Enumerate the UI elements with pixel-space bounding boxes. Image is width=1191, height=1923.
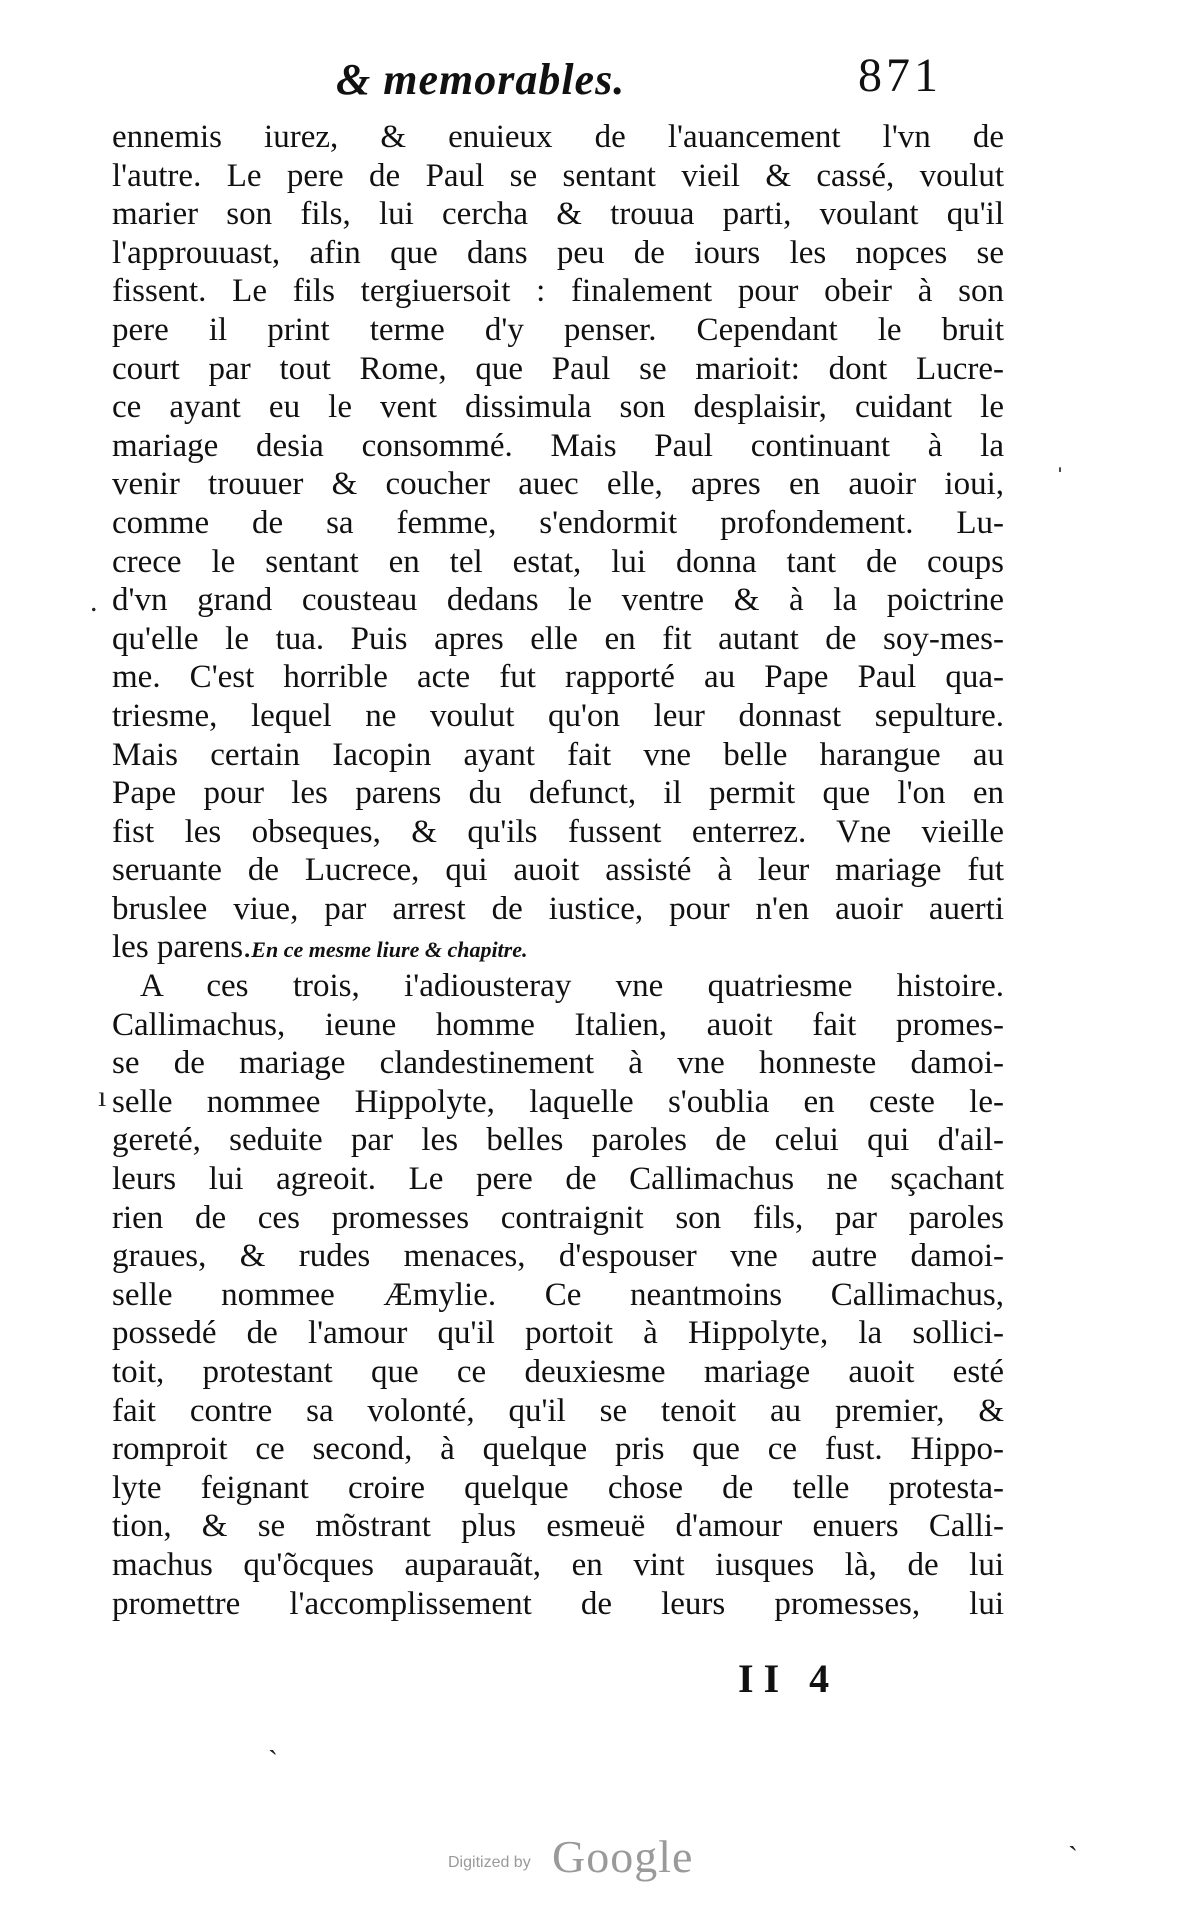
text-line: se de mariage clandestinement à vne honneste damoi- xyxy=(112,1045,1004,1082)
text-line: possedé de l'amour qu'il portoit à Hippolyte, la sollici- xyxy=(112,1315,1004,1352)
text-line: machus qu'õcques auparauãt, en vint iusques là, de lui xyxy=(112,1546,1004,1583)
text-line: Pape pour les parens du defunct, il permit que l'on en xyxy=(112,775,1004,812)
text-line: A ces trois, i'adiousteray vne quatriesme histoire. xyxy=(140,968,1004,1005)
text-line: me. C'est horrible acte fut rapporté au Pape Paul qua- xyxy=(112,659,1004,696)
text-line: mariage desia consommé. Mais Paul continuant à la xyxy=(112,427,1004,464)
text-line: promettre l'accomplissement de leurs promesses, lui xyxy=(112,1585,1004,1622)
text-line: Mais certain Iacopin ayant fait vne belle harangue au xyxy=(112,736,1004,773)
text-line: marier son fils, lui cercha & trouua parti, voulant qu'il xyxy=(112,196,1004,233)
source-citation: En ce mesme liure & chapitre. xyxy=(251,937,528,963)
text-line: l'autre. Le pere de Paul se sentant vieil & cassé, voulut xyxy=(112,157,1004,194)
text-line: tion, & se mõstrant plus esmeuë d'amour enuers Calli- xyxy=(112,1508,1004,1545)
text-line: pere il print terme d'y penser. Cependant le bruit xyxy=(112,311,1004,348)
text-line: venir trouuer & coucher auec elle, apres en auoir ioui, xyxy=(112,466,1004,503)
text-line: qu'elle le tua. Puis apres elle en fit autant de soy-mes- xyxy=(112,620,1004,657)
text-line: selle nommee Hippolyte, laquelle s'oublia en ceste le- xyxy=(112,1083,1004,1120)
text-line: gereté, seduite par les belles paroles de celui qui d'ail- xyxy=(112,1122,1004,1159)
text-line: fait contre sa volonté, qu'il se tenoit au premier, & xyxy=(112,1392,1004,1429)
text-line: toit, protestant que ce deuxiesme mariage auoit esté xyxy=(112,1354,1004,1390)
margin-speck: ˈ xyxy=(1055,462,1065,495)
running-head xyxy=(0,42,1191,112)
text-line-with-citation xyxy=(112,928,1004,967)
text-line: rien de ces promesses contraignit son fils, par paroles xyxy=(112,1199,1004,1236)
text-line: court par tout Rome, que Paul se marioit: dont Lucre- xyxy=(112,350,1004,387)
text-line: comme de sa femme, s'endormit profondement. Lu- xyxy=(112,504,1004,541)
text-line: bruslee viue, par arrest de iustice, pour n'en auoir auerti xyxy=(112,890,1004,927)
body-text xyxy=(112,118,1004,1623)
text-line: leurs lui agreoit. Le pere de Callimachus ne sçachant xyxy=(112,1161,1004,1198)
digitized-by-label: Digitized by xyxy=(448,1854,531,1871)
text-line: lyte feignant croire quelque chose de telle protesta- xyxy=(112,1469,1004,1506)
signature-mark: II 4 xyxy=(738,1656,840,1701)
last-line-text: les parens. xyxy=(112,929,252,966)
text-line: fist les obseques, & qu'ils fussent enterrez. Vne vieille xyxy=(112,813,1004,850)
running-title: & memorables. xyxy=(336,55,626,104)
text-line: l'approuuast, afin que dans peu de iours les nopces se xyxy=(112,234,1004,271)
margin-speck: ˎ xyxy=(268,1722,278,1755)
text-line: graues, & rudes menaces, d'espouser vne autre damoi- xyxy=(112,1238,1004,1275)
margin-speck: . xyxy=(90,585,98,618)
text-line: crece le sentant en tel estat, lui donna tant de coups xyxy=(112,543,1004,580)
text-line: d'vn grand cousteau dedans le ventre & à la poictrine xyxy=(112,582,1004,619)
text-line: fissent. Le fils tergiuersoit : finalement pour obeir à son xyxy=(112,273,1004,310)
text-line: seruante de Lucrece, qui auoit assisté à leur mariage fut xyxy=(112,852,1004,889)
text-line: triesme, lequel ne voulut qu'on leur donnast sepulture. xyxy=(112,697,1004,734)
digitization-credit xyxy=(440,1830,760,1890)
text-line: Callimachus, ieune homme Italien, auoit fait promes- xyxy=(112,1006,1004,1043)
text-line: romproit ce second, à quelque pris que ce fust. Hippo- xyxy=(112,1431,1004,1468)
text-line: ennemis iurez, & enuieux de l'auancement l'vn de xyxy=(112,119,1004,155)
text-line: ce ayant eu le vent dissimula son desplaisir, cuidant le xyxy=(112,389,1004,426)
margin-speck: ı xyxy=(98,1080,107,1113)
page-number: 871 xyxy=(858,49,942,102)
google-logo: Google xyxy=(552,1831,694,1882)
margin-speck: ˏ xyxy=(1068,1818,1078,1851)
text-line: selle nommee Æmylie. Ce neantmoins Callimachus, xyxy=(112,1276,1004,1313)
